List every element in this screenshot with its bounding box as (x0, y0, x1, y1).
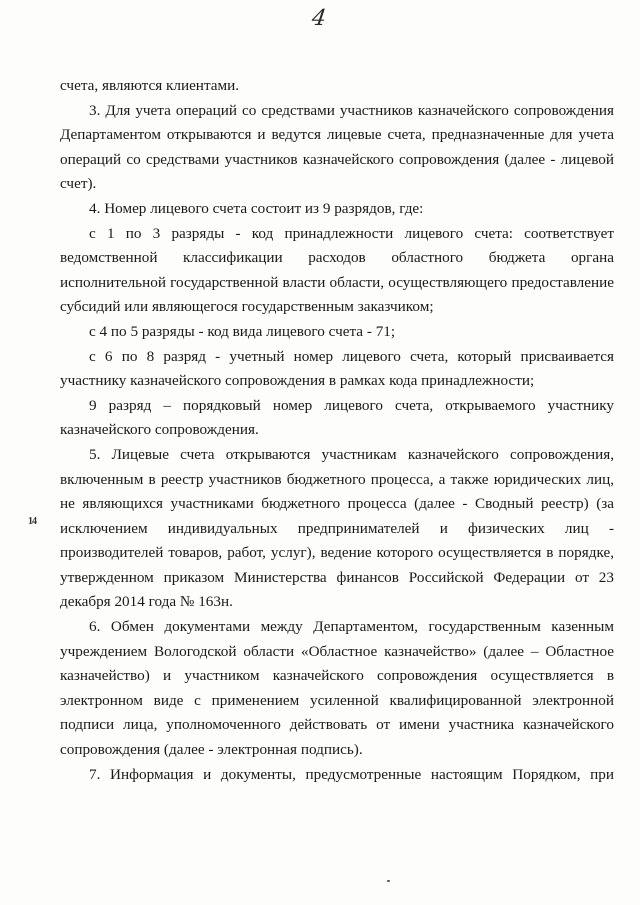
paragraph-digit-9: 9 разряд – порядковый номер лицевого счета, открываемого участнику казначейского сопровождения. (60, 396, 614, 439)
paragraph-digits-1-3: с 1 по 3 разряды - код принадлежности лицевого счета: соответствует ведомственной классификации расходов областного бюджета органа исполнительной государственной власти области, осуществляющего предоставление субсидий или являющегося государственным заказчиком; (60, 224, 614, 316)
document-body (60, 74, 614, 787)
paragraph-item-4: 4. Номер лицевого счета состоит из 9 разрядов, где: (89, 199, 424, 217)
paragraph-digits-6-8: с 6 по 8 разряд - учетный номер лицевого счета, который присваивается участнику казначейского сопровождения в рамках кода принадлежности; (60, 347, 614, 390)
scan-speck (387, 880, 390, 882)
margin-mark: 14 (28, 516, 36, 527)
paragraph-item-6: 6. Обмен документами между Департаментом, государственным казенным учреждением Вологодской области «Областное казначейство» (далее – Областное казначейство) и участником казначейского сопровождения осуществляется в электронном виде с применением усиленной квалифицированной электронной подписи лица, уполномоченного действовать от имени участника казначейского сопровождения (далее - электронная подпись). (60, 618, 614, 759)
paragraph-continuation: счета, являются клиентами. (60, 77, 240, 94)
paragraph-item-3: 3. Для учета операций со средствами участников казначейского сопровождения Департаментом открываются и ведутся лицевые счета, предназначенные для учета операций со средствами участников казначейского сопровождения (далее - лицевой счет). (60, 101, 614, 193)
paragraph-item-5: 5. Лицевые счета открываются участникам казначейского сопровождения, включенным в реестр участников бюджетного процесса, а также юридических лиц, не являющихся участниками бюджетного процесса (далее - Сводный реестр) (за исключением индивидуальных предпринимателей и физических лиц - производителей товаров, работ, услуг), ведение которого осуществляется в порядке, утвержденном приказом Министерства финансов Российской Федерации от 23 декабря 2014 года № 163н. (60, 445, 614, 611)
paragraph-digits-4-5: с 4 по 5 разряды - код вида лицевого счета - 71; (89, 322, 396, 340)
page-number: 4 (310, 6, 328, 31)
paragraph-item-7: 7. Информация и документы, предусмотренные настоящим Порядком, при (89, 765, 614, 783)
